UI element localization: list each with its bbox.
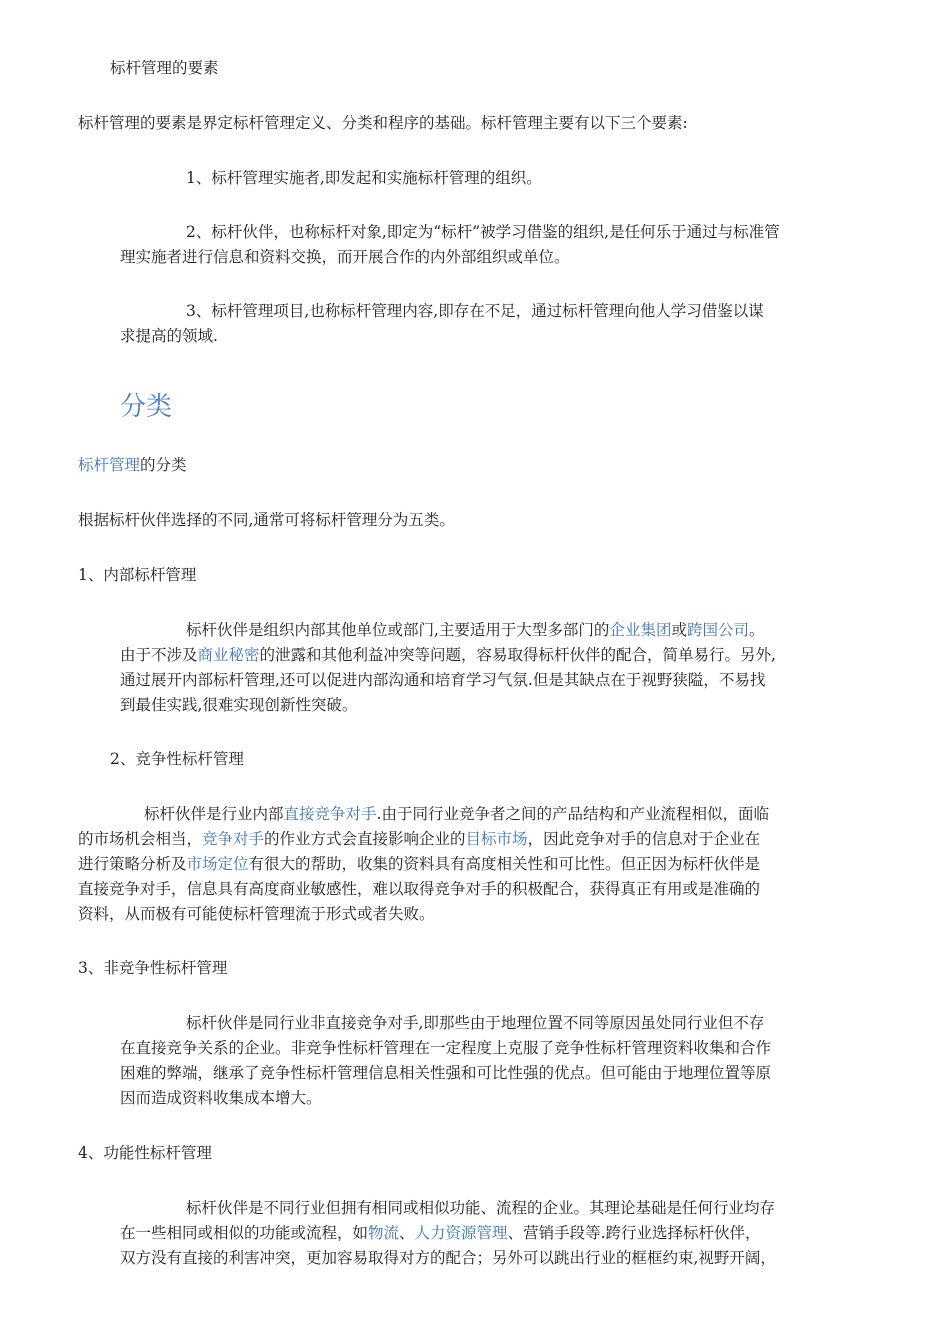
text: 或 — [671, 621, 687, 639]
category-1-line-4: 到最佳实践,很难实现创新性突破。 — [120, 696, 358, 714]
competitor-link[interactable]: 竞争对手 — [202, 830, 265, 848]
category-1-title: 1、内部标杆管理 — [78, 566, 197, 584]
element-1: 1、标杆管理实施者,即发起和实施标杆管理的组织。 — [186, 169, 542, 187]
category-4-line-2 — [120, 1223, 761, 1243]
text: ，因此竞争对手的信息对于企业在 — [527, 830, 761, 848]
text: 标杆伙伴是行业内部 — [144, 805, 284, 823]
text: 进行策略分析及 — [78, 855, 187, 873]
intro-title: 标杆管理的要素 — [110, 59, 219, 77]
text: 有很大的帮助，收集的资料具有高度相关性和可比性。但正因为标杆伙伴是 — [248, 855, 761, 873]
category-4-line-3: 双方没有直接的利害冲突，更加容易取得对方的配合；另外可以跳出行业的框框约束,视野开阔， — [120, 1249, 776, 1267]
element-2-line-1: 2、标杆伙伴，也称标杆对象,即定为“标杆”被学习借鉴的组织,是任何乐于通过与标准管 — [186, 223, 780, 241]
category-2-line-3 — [78, 854, 760, 874]
category-3-line-3: 困难的弊端，继承了竞争性标杆管理信息相关性强和可比性强的优点。但可能由于地理位置等原 — [120, 1064, 772, 1082]
direct-competitor-link[interactable]: 直接竞争对手 — [283, 805, 377, 823]
trade-secret-link[interactable]: 商业秘密 — [197, 646, 260, 664]
text: 。 — [748, 621, 765, 639]
target-market-link[interactable]: 目标市场 — [465, 830, 528, 848]
intro-lead: 标杆管理的要素是界定标杆管理定义、分类和程序的基础。标杆管理主要有以下三个要素: — [78, 114, 688, 132]
market-positioning-link[interactable]: 市场定位 — [186, 855, 249, 873]
section-heading: 分类 — [120, 392, 173, 422]
text: 的市场机会相当， — [78, 830, 203, 848]
enterprise-group-link[interactable]: 企业集团 — [609, 621, 672, 639]
category-2-line-4: 直接竞争对手，信息具有高度商业敏感性，难以取得竞争对手的积极配合，获得真正有用或是准确的 — [78, 880, 761, 898]
category-2-title: 2、竞争性标杆管理 — [110, 750, 244, 768]
category-4-title: 4、功能性标杆管理 — [78, 1144, 212, 1162]
category-2-line-2 — [78, 829, 760, 849]
category-1-line-2 — [120, 645, 776, 665]
text: 的泄露和其他利益冲突等问题，容易取得标杆伙伴的配合，简单易行。另外, — [259, 646, 776, 664]
category-3-line-1: 标杆伙伴是同行业非直接竞争对手,即那些由于地理位置不同等原因虽处同行业但不存 — [186, 1014, 765, 1032]
text: 由于不涉及 — [120, 646, 198, 664]
category-3-line-2: 在直接竞争关系的企业。非竞争性标杆管理在一定程度上克服了竞争性标杆管理资料收集和合作 — [120, 1039, 772, 1057]
hr-management-link[interactable]: 人力资源管理 — [414, 1224, 508, 1242]
category-3-line-4: 因而造成资料收集成本增大。 — [120, 1089, 322, 1107]
category-3-title: 3、非竞争性标杆管理 — [78, 959, 228, 977]
category-1-line-3: 通过展开内部标杆管理,还可以促进内部沟通和培育学习气氛.但是其缺点在于视野狭隘，不易找 — [120, 671, 766, 689]
text: 、营销手段等.跨行业选择标杆伙伴， — [507, 1224, 761, 1242]
category-2-line-1 — [144, 804, 769, 824]
section-subtitle — [78, 455, 187, 475]
multinational-link[interactable]: 跨国公司 — [686, 621, 749, 639]
subtitle-rest: 的分类 — [140, 456, 187, 474]
element-3-line-1: 3、标杆管理项目,也称标杆管理内容,即存在不足，通过标杆管理向他人学习借鉴以谋 — [186, 302, 764, 320]
logistics-link[interactable]: 物流 — [368, 1224, 400, 1242]
text: .由于同行业竞争者之间的产品结构和产业流程相似，面临 — [376, 805, 769, 823]
text: 标杆伙伴是组织内部其他单位或部门,主要适用于大型多部门的 — [186, 621, 610, 639]
section-lead: 根据标杆伙伴选择的不同,通常可将标杆管理分为五类。 — [78, 511, 455, 529]
text: 的作业方式会直接影响企业的 — [264, 830, 466, 848]
category-4-line-1: 标杆伙伴是不同行业但拥有相同或相似功能、流程的企业。其理论基础是任何行业均存 — [186, 1199, 776, 1217]
category-1-line-1 — [186, 620, 765, 640]
element-3-line-2: 求提高的领域. — [120, 327, 218, 345]
element-2-line-2: 理实施者进行信息和资料交换，而开展合作的内外部组织或单位。 — [120, 248, 570, 266]
text: 在一些相同或相似的功能或流程，如 — [120, 1224, 369, 1242]
category-2-line-5: 资料，从而极有可能使标杆管理流于形式或者失败。 — [78, 905, 435, 923]
text: 、 — [399, 1224, 415, 1242]
benchmarking-link[interactable]: 标杆管理 — [78, 456, 141, 474]
